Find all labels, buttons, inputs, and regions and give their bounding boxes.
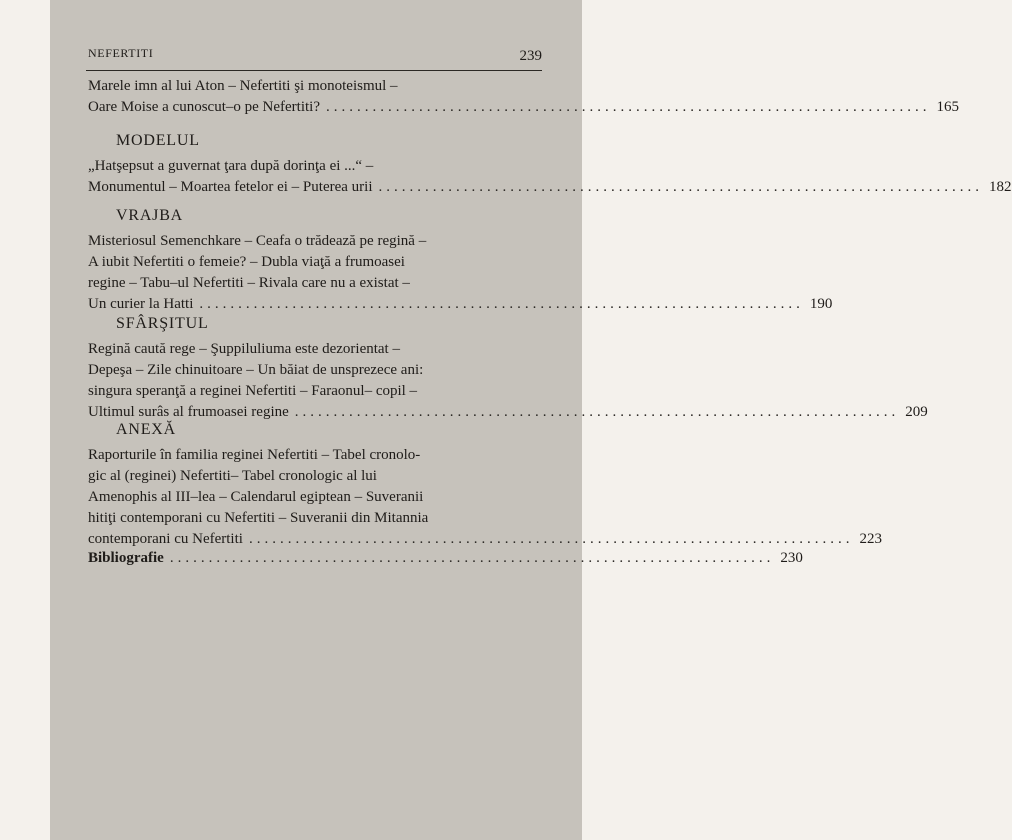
toc-line: Un curier la Hatti (88, 296, 194, 312)
leader-dots: .............................................................................. (326, 99, 931, 115)
toc-entry-sfarsitul (88, 314, 928, 423)
toc-line: Monumentul – Moartea fetelor ei – Puterea urii (88, 179, 373, 195)
leader-dots: .............................................................................. (294, 404, 900, 420)
header-rule (86, 70, 542, 71)
toc-line: contemporani cu Nefertiti (88, 531, 243, 547)
section-heading: VRAJBA (116, 207, 184, 224)
toc-page-number: 190 (809, 296, 833, 312)
toc-line: Oare Moise a cunoscut–o pe Nefertiti? (88, 99, 320, 115)
toc-line: A iubit Nefertiti o femeie? – Dubla viaţă a frumoasei (88, 254, 405, 270)
toc-page-number: 182 (989, 179, 1012, 195)
page-number: 239 (519, 48, 542, 64)
toc-line: „Hatşepsut a guvernat ţara după dorinţa ei ...“ – (88, 158, 374, 174)
toc-line: Regină caută rege – Şuppiluliuma este dezorientat – (88, 341, 400, 357)
toc-line: regine – Tabu–ul Nefertiti – Rivala care nu a existat – (88, 275, 410, 291)
toc-line: gic al (reginei) Nefertiti– Tabel cronologic al lui (88, 468, 377, 484)
toc-line: Marele imn al lui Aton – Nefertiti şi monoteismul – (88, 78, 398, 94)
toc-page-number: 165 (936, 99, 959, 115)
toc-last-line (88, 294, 833, 315)
toc-page-number: 230 (780, 550, 803, 566)
toc-line: Amenophis al III–lea – Calendarul egiptean – Suveranii (88, 489, 424, 505)
toc-entry-modelul (88, 131, 1012, 198)
toc-entry-bibliografie (88, 548, 803, 569)
toc-page-number: 209 (905, 404, 928, 420)
section-heading: MODELUL (116, 132, 200, 149)
leader-dots: .............................................................................. (169, 550, 775, 566)
toc-entry-aton (88, 76, 959, 118)
leader-dots: .............................................................................. (378, 179, 983, 195)
toc-line: Raporturile în familia reginei Nefertiti – Tabel cronolo- (88, 447, 421, 463)
leader-dots: .............................................................................. (248, 531, 854, 547)
toc-last-line (88, 548, 803, 569)
toc-line: Ultimul surâs al frumoasei regine (88, 404, 289, 420)
section-heading: ANEXĂ (116, 421, 176, 438)
running-title: NEFERTITI (88, 46, 154, 60)
book-page (50, 0, 1012, 840)
leader-dots: .............................................................................. (199, 296, 804, 312)
toc-line: Bibliografie (88, 550, 164, 566)
toc-line: singura speranţă a reginei Nefertiti – Faraonul– copil – (88, 383, 418, 399)
toc-page-number: 223 (859, 531, 882, 547)
toc-line: Depeşa – Zile chinuitoare – Un băiat de unsprezece ani: (88, 362, 424, 378)
toc-last-line (88, 529, 882, 550)
section-heading: SFÂRŞITUL (116, 315, 209, 332)
toc-line: Misteriosul Semenchkare – Ceafa o trădează pe regină – (88, 233, 427, 249)
toc-entry-anexa (88, 420, 882, 550)
toc-last-line (88, 97, 959, 118)
toc-entry-vrajba (88, 206, 833, 315)
toc-line: hitiţi contemporani cu Nefertiti – Suveranii din Mitannia (88, 510, 429, 526)
toc-last-line (88, 177, 1012, 198)
